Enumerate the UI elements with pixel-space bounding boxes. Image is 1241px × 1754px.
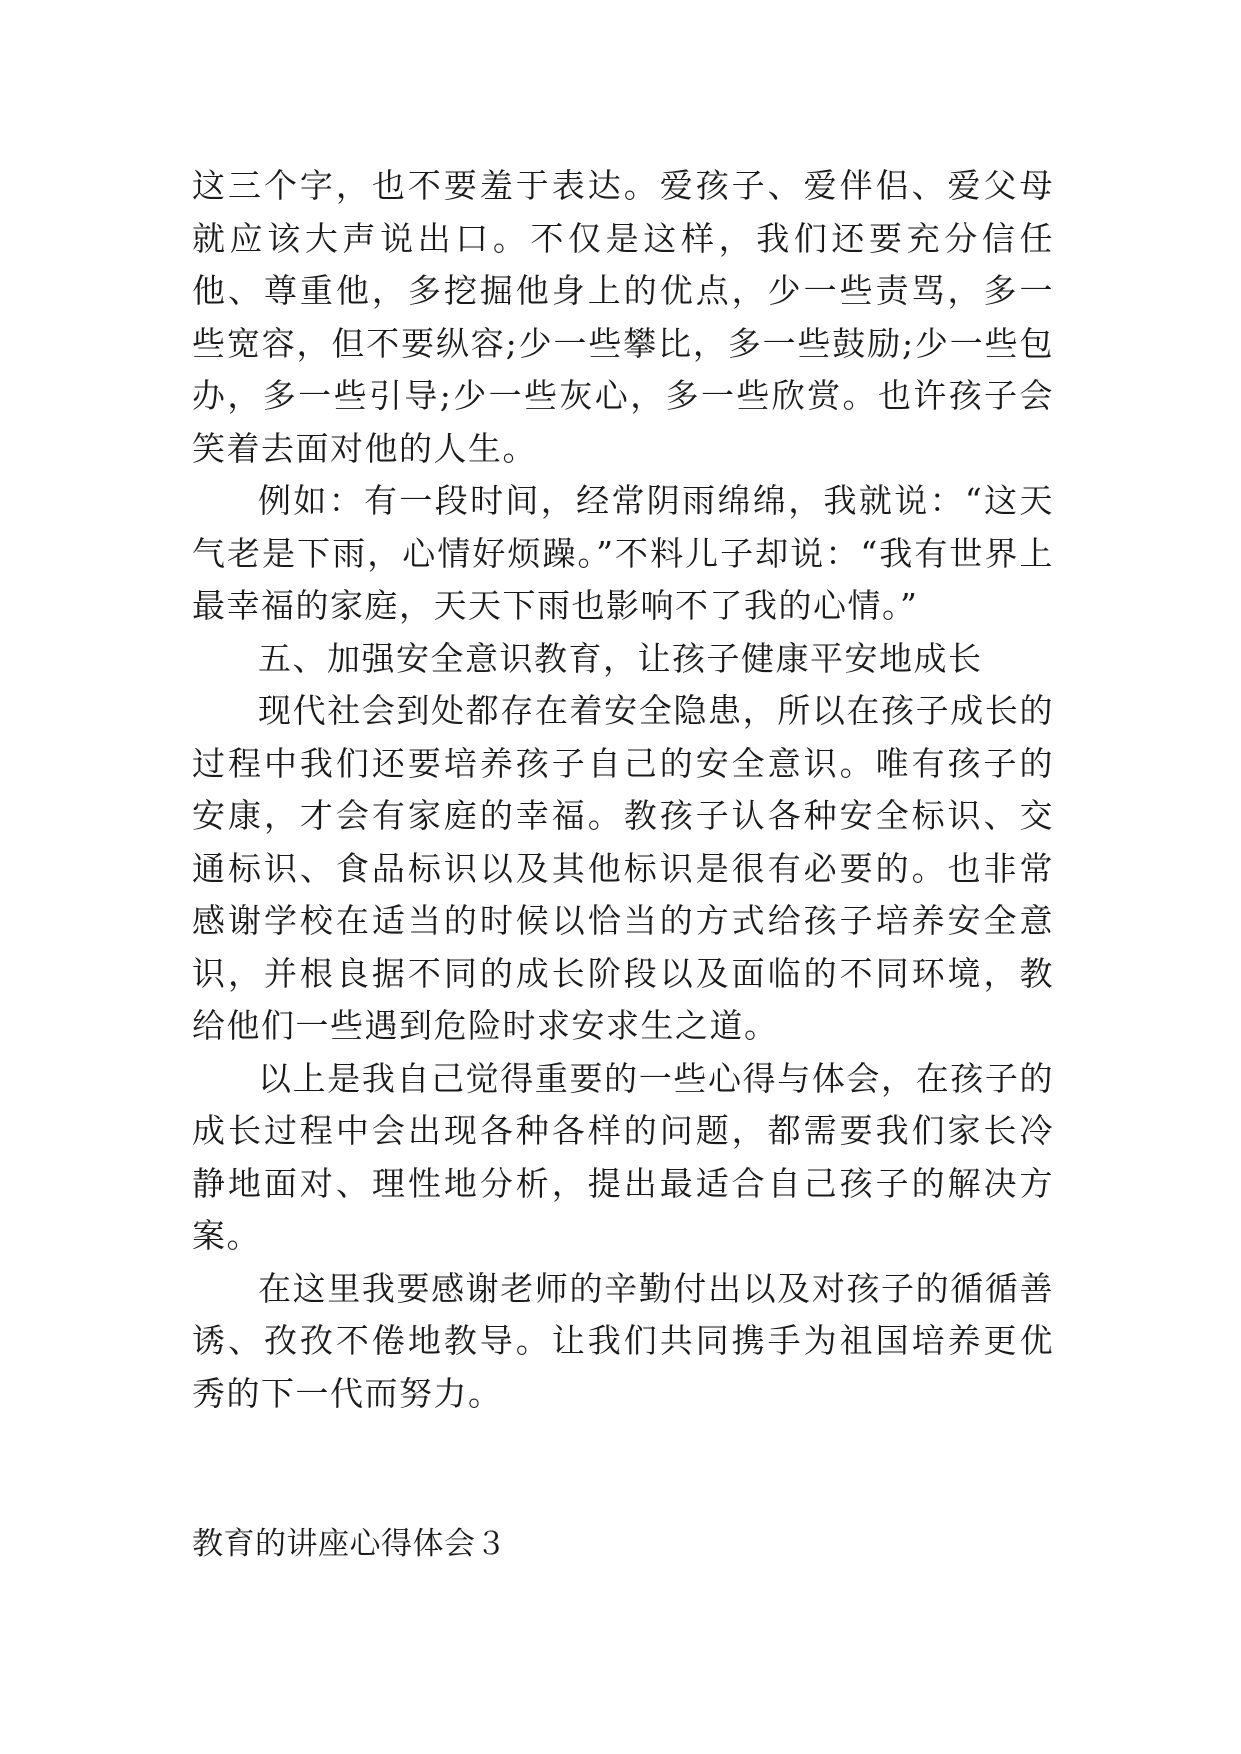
paragraph-summary: 以上是我自己觉得重要的一些心得与体会，在孩子的成长过程中会出现各种各样的问题，都需要我们家长冷静地面对、理性地分析，提出最适合自己孩子的解决方案。: [192, 1058, 1054, 1255]
paragraph-safety-awareness: 现代社会到处都存在着安全隐患，所以在孩子成长的过程中我们还要培养孩子自己的安全意识。唯有孩子的安康，才会有家庭的幸福。教孩子认各种安全标识、交通标识、食品标识以及其他标识是很有必要的。也非常感谢学校在适当的时候以恰当的方式给孩子培养安全意识，并根良据不同的成长阶段以及面临的不同环境，教给他们一些遇到危险时求安求生之道。: [192, 691, 1054, 1045]
paragraph-love-expression: 这三个字，也不要羞于表达。爱孩子、爱伴侣、爱父母就应该大声说出口。不仅是这样，我们还要充分信任他、尊重他，多挖掘他身上的优点，少一些责骂，多一些宽容，但不要纵容;少一些攀比，多一些鼓励;少一些包办，多一些引导;少一些灰心，多一些欣赏。也许孩子会笑着去面对他的人生。: [192, 166, 1054, 468]
paragraph-thanks: 在这里我要感谢老师的辛勤付出以及对孩子的循循善诱、孜孜不倦地教导。让我们共同携手为祖国培养更优秀的下一代而努力。: [192, 1268, 1054, 1413]
section-heading-safety: 五、加强安全意识教育，让孩子健康平安地成长: [258, 638, 983, 678]
document-body: [192, 160, 1054, 1420]
paragraph-example-rain: 例如：有一段时间，经常阴雨绵绵，我就说：“这天气老是下雨，心情好烦躁。”不料儿子却说：“我有世界上最幸福的家庭，天天下雨也影响不了我的心情。”: [192, 481, 1054, 625]
next-section-title: 教育的讲座心得体会３: [192, 1526, 507, 1562]
